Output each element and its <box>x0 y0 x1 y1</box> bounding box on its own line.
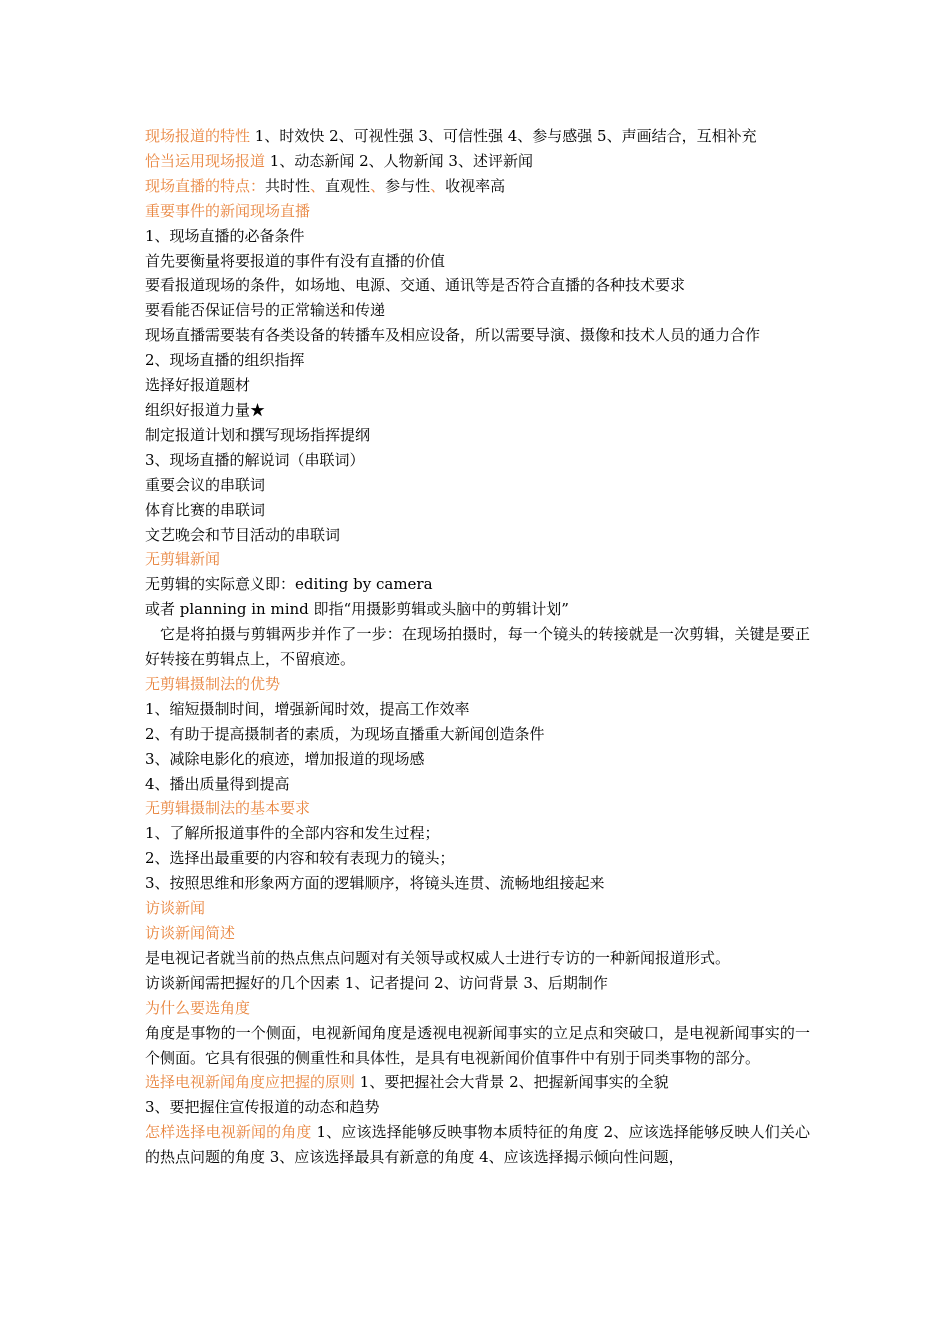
text-angle-principles: 1、要把握社会大背景 2、把握新闻事实的全貌 <box>359 1073 669 1092</box>
text-line: 文艺晚会和节目活动的串联词 <box>145 525 341 544</box>
heading-major-event-live: 重要事件的新闻现场直播 <box>145 201 311 220</box>
heading-interview-news: 访谈新闻 <box>145 899 206 918</box>
text-line: 1、了解所报道事件的全部内容和发生过程； <box>145 824 440 843</box>
heading-no-edit-news: 无剪辑新闻 <box>145 550 221 569</box>
text-line: 重要会议的串联词 <box>145 475 266 494</box>
text-line: 1、缩短摄制时间，增强新闻时效，提高工作效率 <box>145 699 470 718</box>
heading-why-angle: 为什么要选角度 <box>145 998 251 1017</box>
separator: 、 <box>430 176 446 195</box>
text-line: 组织好报道力量★ <box>145 400 266 419</box>
text-use-live-report: 1、动态新闻 2、人物新闻 3、述评新闻 <box>269 151 533 170</box>
text-line: 3、按照思维和形象两方面的逻辑顺序，将镜头连贯、流畅地组接起来 <box>145 874 605 893</box>
text-paragraph: 现场直播需要装有各类设备的转播车及相应设备，所以需要导演、摄像和技术人员的通力合作 <box>145 326 761 345</box>
text-line: 是电视记者就当前的热点焦点问题对有关领导或权威人士进行专访的一种新闻报道形式。 <box>145 948 731 967</box>
text-feature-c: 参与性 <box>385 176 431 195</box>
text-feature-d: 收视率高 <box>445 176 506 195</box>
heading-no-edit-requirements: 无剪辑摄制法的基本要求 <box>145 799 311 818</box>
text-line: 首先要衡量将要报道的事件有没有直播的价值 <box>145 251 446 270</box>
paragraph-live-broadcast-features <box>145 174 810 199</box>
heading-no-edit-advantages: 无剪辑摄制法的优势 <box>145 674 281 693</box>
text-line: 体育比赛的串联词 <box>145 500 266 519</box>
text-line: 2、现场直播的组织指挥 <box>145 351 305 370</box>
separator: 、 <box>370 176 386 195</box>
text-line: 访谈新闻需把握好的几个因素 1、记者提问 2、访问背景 3、后期制作 <box>145 973 608 992</box>
text-line: 2、有助于提高摄制者的素质，为现场直播重大新闻创造条件 <box>145 724 545 743</box>
text-line: 1、现场直播的必备条件 <box>145 226 305 245</box>
text-line: 3、现场直播的解说词（串联词） <box>145 450 365 469</box>
paragraph-how-choose-angle <box>145 1120 810 1170</box>
text-line: 要看能否保证信号的正常输送和传递 <box>145 301 386 320</box>
heading-interview-brief: 访谈新闻简述 <box>145 924 236 942</box>
text-line: 无剪辑的实际意义即：editing by camera <box>145 575 433 594</box>
heading-live-report-features: 现场报道的特性 <box>145 127 251 145</box>
heading-use-live-report: 恰当运用现场报道 <box>145 151 266 170</box>
text-paragraph: 它是将拍摄与剪辑两步并作了一步：在现场拍摄时，每一个镜头的转接就是一次剪辑，关键是要正好转接在剪辑点上，不留痕迹。 <box>145 625 810 669</box>
text-line: 2、选择出最重要的内容和较有表现力的镜头； <box>145 849 455 868</box>
text-line: 选择好报道题材 <box>145 376 251 395</box>
separator: 、 <box>310 176 326 195</box>
text-line: 4、播出质量得到提高 <box>145 774 290 793</box>
text-how-choose-angle: 1、应该选择能够反映事物本质特征的角度 2、应该选择能够反映人们关心的热点问题的角度 3、应该选择最具有新意的角度 4、应该选择揭示倾向性问题， <box>145 1123 810 1167</box>
heading-how-choose-angle: 怎样选择电视新闻的角度 <box>145 1123 312 1142</box>
paragraph-use-live-report <box>145 149 810 174</box>
text-line: 或者 planning in mind 即指“用摄影剪辑或头脑中的剪辑计划” <box>145 600 569 619</box>
heading-live-broadcast-features: 现场直播的特点： <box>145 176 266 195</box>
heading-angle-principles: 选择电视新闻角度应把握的原则 <box>145 1073 356 1092</box>
paragraph-live-report-features <box>145 124 810 149</box>
text-line: 制定报道计划和撰写现场指挥提纲 <box>145 425 371 444</box>
text-feature-b: 直观性 <box>325 176 371 195</box>
document-page <box>145 124 810 1170</box>
text-line: 3、减除电影化的痕迹，增加报道的现场感 <box>145 749 425 768</box>
text-line: 3、要把握住宣传报道的动态和趋势 <box>145 1098 380 1117</box>
text-line: 要看报道现场的条件，如场地、电源、交通、通讯等是否符合直播的各种技术要求 <box>145 276 686 295</box>
text-live-report-features: 1、时效快 2、可视性强 3、可信性强 4、参与感强 5、声画结合，互相补充 <box>254 127 757 145</box>
text-feature-a: 共时性 <box>265 176 311 195</box>
text-paragraph: 角度是事物的一个侧面，电视新闻角度是透视电视新闻事实的立足点和突破口，是电视新闻事实的一个侧面。它具有很强的侧重性和具体性，是具有电视新闻价值事件中有别于同类事物的部分。 <box>145 1023 810 1067</box>
paragraph-angle-principles <box>145 1070 810 1095</box>
